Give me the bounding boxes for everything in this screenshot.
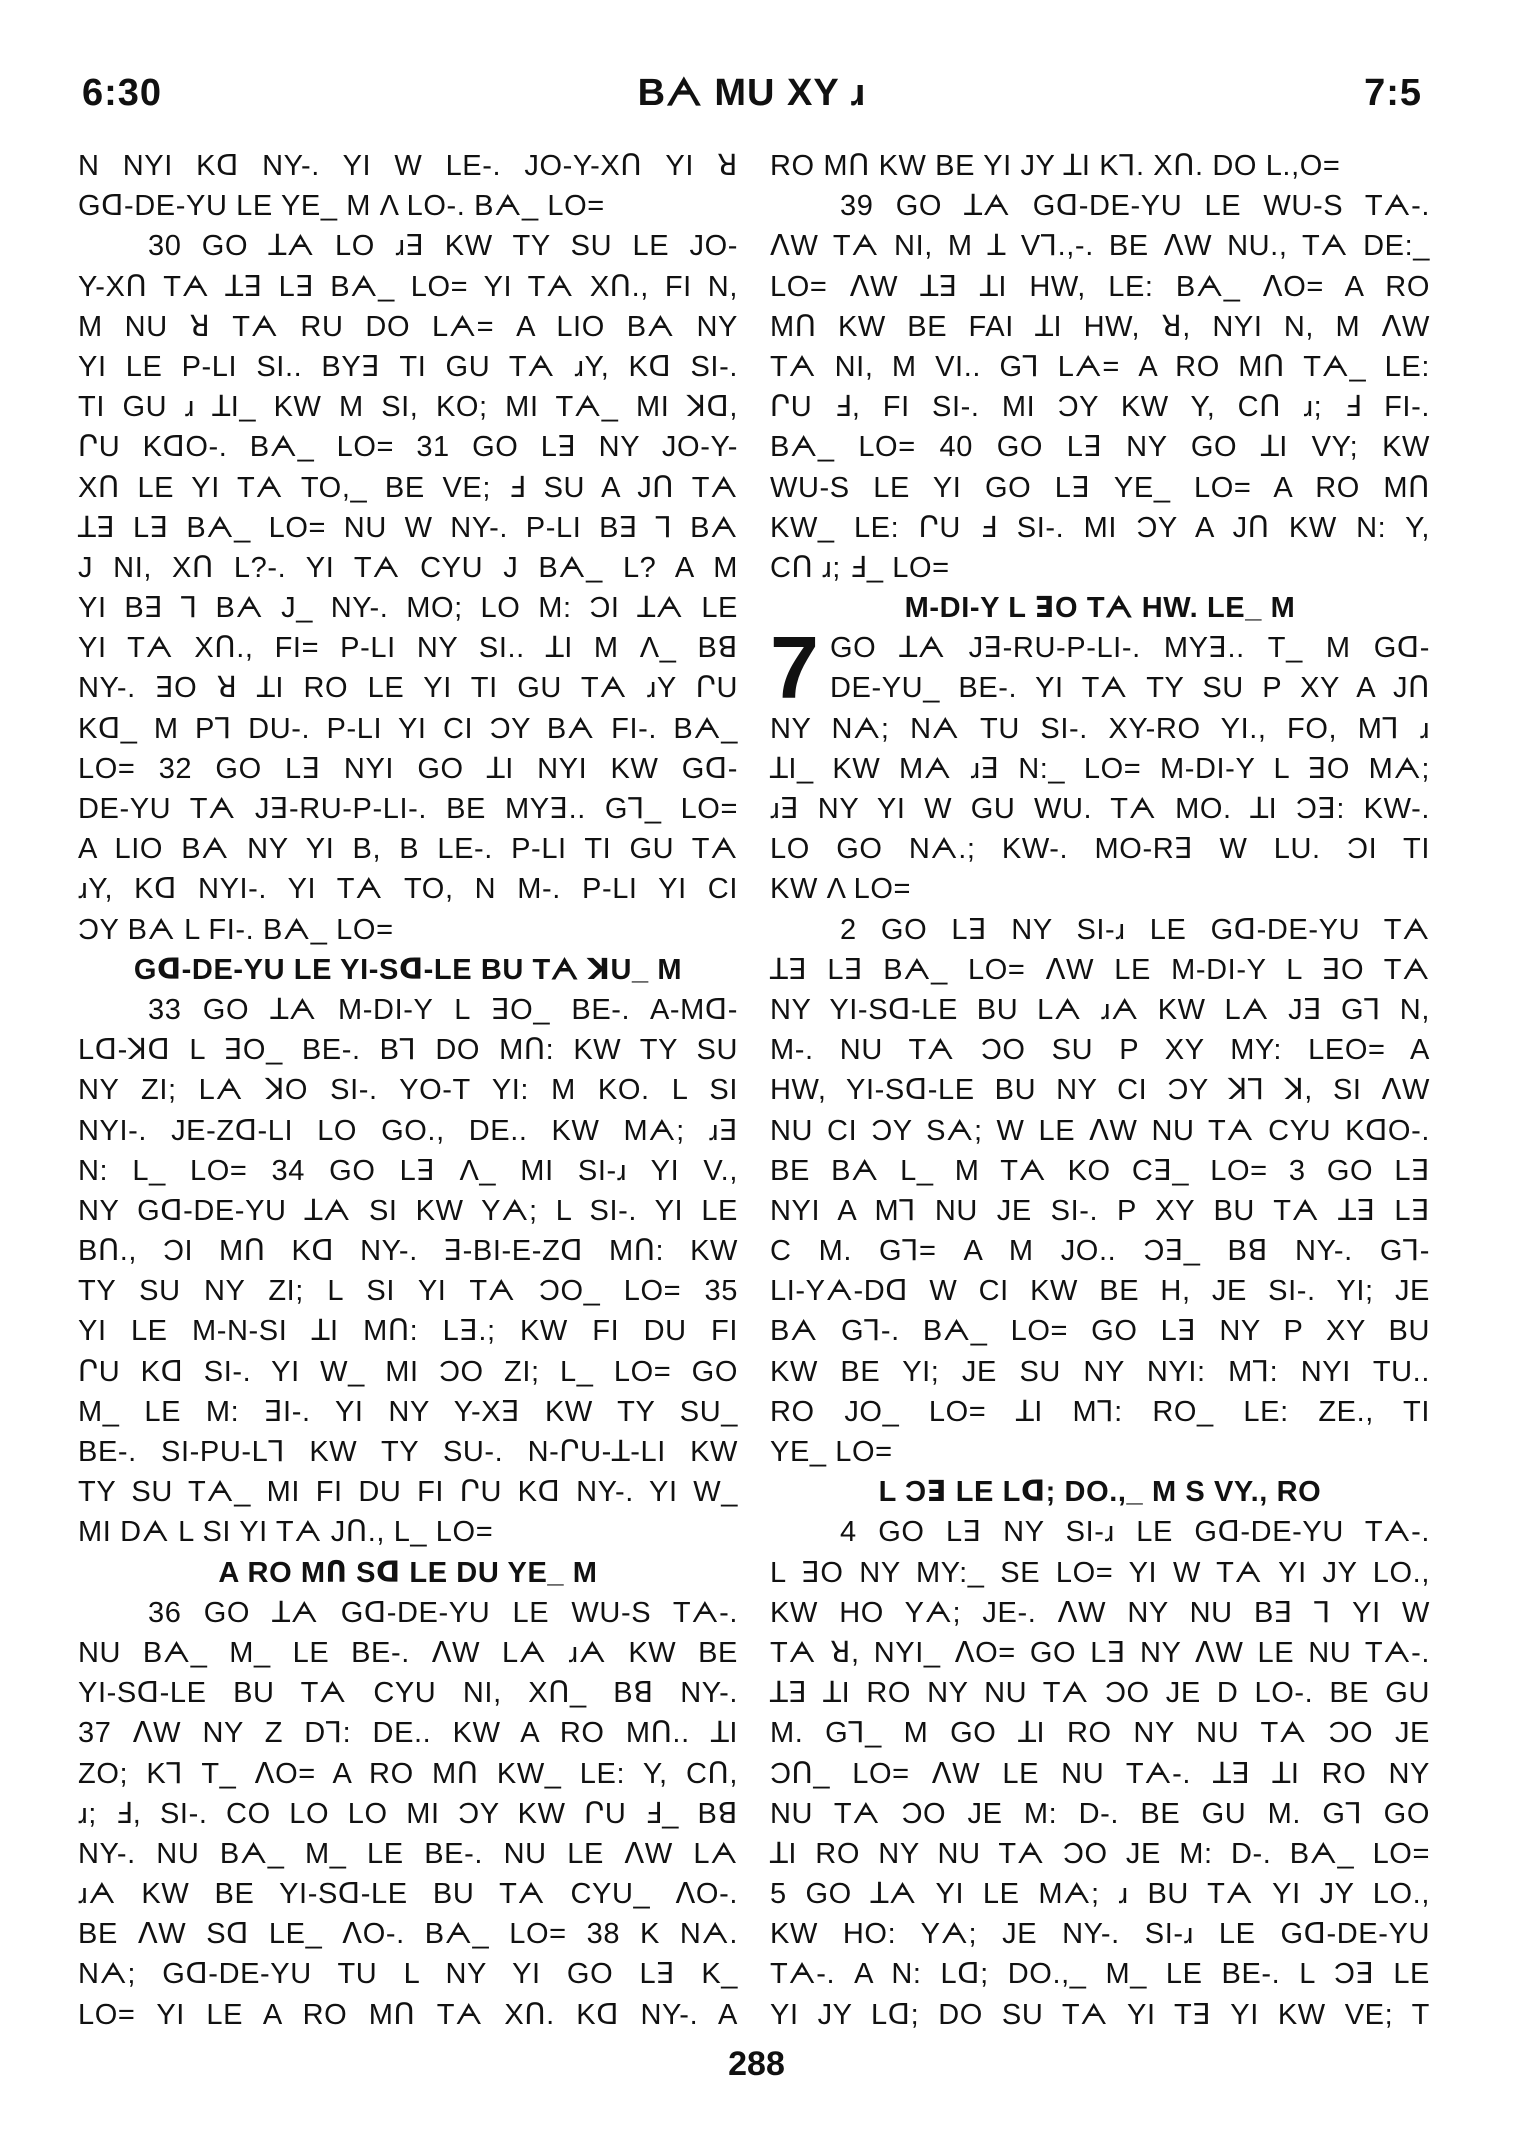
left-text-line: Nᗅ; Gᗡ-DE-YU TU L NY YI GO Lꓱ K_ — [78, 1958, 738, 1991]
left-text-line: 36 GO ꓕᗅ Gᗡ-DE-YU LE WU-S Tᗅ-. — [148, 1596, 738, 1629]
left-text-line: NY-. ꓱO ꓤ ꓕI RO LE YI TI GU Tᗅ ɹY ՐU — [78, 672, 738, 705]
right-text-line: ꓕI_ KW Mᗅ ɹꓱ N:_ LO= M-DI-Y L ꓱO Mᗅ; — [770, 752, 1430, 785]
right-text-line: Tᗅ-. A N: Lᗡ; DO.,_ M_ LE BE-. L Ɔꓱ LE — [770, 1958, 1430, 1991]
right-text-line: KW HO Yᗅ; JE-. ᐱW NY NU Bꓱ ꓶ YI W — [770, 1596, 1430, 1629]
right-text-line: Bᗅ Gꓶ-. Bᗅ_ LO= GO Lꓱ NY P XY BU — [770, 1315, 1430, 1348]
left-text-line: TI GU ɹ ꓕI_ KW M SI, KO; MI Tᗅ_ MI ꓘᗡ, — [78, 391, 738, 424]
left-text-line: NY-. NU Bᗅ_ M_ LE BE-. NU LE ᐱW Lᗅ — [78, 1837, 738, 1870]
right-text-line: ɹꓱ NY YI W GU WU. Tᗅ MO. ꓕI Ɔꓱ: KW-. — [770, 793, 1430, 825]
left-text-line: LO= YI LE A RO MՈ Tᗅ XՈ. Kᗡ NY-. A — [78, 1998, 738, 2031]
right-text-line: NY Nᗅ; Nᗅ TU SI-. XY-RO YI., FO, Mꓶ ɹ — [770, 712, 1430, 745]
left-text-line: N NYI Kᗡ NY-. YI W LE-. JO-Y-XՈ YI ꓤ — [78, 150, 738, 182]
right-text-line: NYI A Mꓶ NU JE SI-. P XY BU Tᗅ ꓕꓱ Lꓱ — [770, 1194, 1430, 1227]
right-text-line: 39 GO ꓕᗅ Gᗡ-DE-YU LE WU-S Tᗅ-. — [840, 190, 1430, 223]
right-text-line: NU Tᗅ ƆO JE M: D-. BE GU M. Gꓶ GO — [770, 1797, 1430, 1830]
right-text-line: BE Bᗅ L_ M Tᗅ KO Cꓱ_ LO= 3 GO Lꓱ — [770, 1154, 1430, 1187]
left-text-line: LO= 32 GO Lꓱ NYI GO ꓕI NYI KW Gᗡ- — [78, 752, 738, 785]
left-text-line: YI LE P-LI SI.. BYꓱ TI GU Tᗅ ɹY, Kᗡ SI-. — [78, 350, 738, 383]
section-heading: M-DI-Y L ꓱO Tᗅ HW. LE_ M — [904, 592, 1296, 625]
left-text-line: BE ᐱW Sᗡ LE_ ᐱO-. Bᗅ_ LO= 38 K Nᗅ. — [78, 1918, 738, 1951]
left-text-line: J NI, XՈ L?-. YI Tᗅ CYU J Bᗅ_ L? A M — [78, 551, 738, 584]
right-text-line: M-. NU Tᗅ ƆO SU P XY MY: LEO= A — [770, 1034, 1430, 1067]
left-text-line: YI LE M-N-SI ꓕI MՈ: Lꓱ.; KW FI DU FI — [78, 1315, 738, 1348]
right-text-line: Bᗅ_ LO= 40 GO Lꓱ NY GO ꓕI VY; KW — [770, 431, 1430, 464]
right-text-line: HW, YI-Sᗡ-LE BU NY CI ƆY ꓘꓶ ꓘ, SI ᐱW — [770, 1074, 1430, 1107]
header-chapter-verse-end: 7:5 — [1364, 72, 1422, 114]
left-text-line: M_ LE M: ꓱI-. YI NY Y-Xꓱ KW TY SU_ — [78, 1395, 738, 1428]
left-text-line: ɹᗅ KW BE YI-Sᗡ-LE BU Tᗅ CYU_ ᐱO-. — [78, 1878, 738, 1911]
right-text-column — [770, 146, 1430, 2035]
left-text-line: 37 ᐱW NY Z Dꓶ: DE.. KW A RO MՈ.. ꓕI — [78, 1717, 738, 1750]
right-text-line: 4 GO Lꓱ NY SI-ɹ LE Gᗡ-DE-YU Tᗅ-. — [840, 1516, 1430, 1549]
left-text-line: MI Dᗅ L SI YI Tᗅ JՈ., L_ LO= — [78, 1516, 494, 1549]
left-text-line: M NU ꓤ Tᗅ RU DO Lᗅ= A LIO Bᗅ NY — [78, 310, 738, 343]
right-text-line: NU CI ƆY Sᗅ; W LE ᐱW NU Tᗅ CYU KᗡO-. — [770, 1114, 1430, 1147]
left-text-line: ՐU Kᗡ SI-. YI W_ MI ƆO ZI; L_ LO= GO — [78, 1355, 738, 1388]
left-text-line: NYI-. JE-Zᗡ-LI LO GO., DE.. KW Mᗅ; ɹꓱ — [78, 1114, 738, 1147]
left-text-line: YI-Sᗡ-LE BU Tᗅ CYU NI, XՈ_ Bꓭ NY-. — [78, 1677, 738, 1710]
left-text-line: ՐU KᗡO-. Bᗅ_ LO= 31 GO Lꓱ NY JO-Y- — [78, 431, 738, 464]
right-text-line: ꓕꓱ ꓕI RO NY NU Tᗅ ƆO JE D LO-. BE GU — [770, 1677, 1430, 1710]
section-heading: A RO MՈ Sᗡ LE DU YE_ M — [218, 1556, 598, 1589]
left-text-line: Gᗡ-DE-YU LE YE_ M Λ LO-. Bᗅ_ LO= — [78, 190, 605, 223]
right-text-line: KW Λ LO= — [770, 873, 912, 906]
right-text-line: KW BE YI; JE SU NY NYI: Mꓶ: NYI TU.. — [770, 1355, 1430, 1388]
left-text-line: BE-. SI-PU-Lꓶ KW TY SU-. N-ՐU-ꓕ-LI KW — [78, 1436, 738, 1468]
section-heading: Gᗡ-DE-YU LE YI-Sᗡ-LE BU Tᗅ ꓘU_ M — [133, 953, 683, 986]
right-text-line: RO JO_ LO= ꓕI Mꓶ: RO_ LE: ZE., TI — [770, 1395, 1430, 1428]
left-text-line: ɹ; Ⅎ, SI-. CO LO LO MI ƆY KW ՐU Ⅎ_ Bꓭ — [78, 1797, 738, 1830]
right-text-line: LO= ᐱW ꓕꓱ ꓕI HW, LE: Bᗅ_ ᐱO= A RO — [770, 270, 1430, 303]
right-text-line: YE_ LO= — [770, 1436, 893, 1468]
right-text-line: LI-Yᗅ-Dᗡ W CI KW BE H, JE SI-. YI; JE — [770, 1275, 1430, 1308]
left-text-line: 33 GO ꓕᗅ M-DI-Y L ꓱO_ BE-. A-Mᗡ- — [148, 993, 738, 1026]
right-text-line: Tᗅ NI, M VI.. Gꓶ Lᗅ= A RO MՈ Tᗅ_ LE: — [770, 350, 1430, 383]
right-text-line: DE-YU_ BE-. YI Tᗅ TY SU P XY A JՈ — [830, 672, 1430, 705]
right-text-line: YI JY Lᗡ; DO SU Tᗅ YI Tꓱ YI KW VE; T — [770, 1998, 1430, 2031]
left-text-line: XՈ LE YI Tᗅ TO,_ BE VE; Ⅎ SU A JՈ Tᗅ — [78, 471, 738, 504]
chapter-number-dropcap: 7 — [770, 618, 820, 718]
left-text-line: BՈ., ƆI MՈ Kᗡ NY-. ꓱ-BI-E-Zᗡ MՈ: KW — [78, 1235, 738, 1268]
left-text-column — [78, 146, 738, 2035]
left-text-line: NU Bᗅ_ M_ LE BE-. ᐱW Lᗅ ɹᗅ KW BE — [78, 1636, 738, 1669]
right-text-line: ꓕI RO NY NU Tᗅ ƆO JE M: D-. Bᗅ_ LO= — [770, 1837, 1430, 1870]
left-text-line: A LIO Bᗅ NY YI B, B LE-. P-LI TI GU Tᗅ — [78, 833, 738, 866]
header-chapter-verse-start: 6:30 — [82, 72, 163, 114]
right-text-line: 2 GO Lꓱ NY SI-ɹ LE Gᗡ-DE-YU Tᗅ — [840, 913, 1430, 946]
left-text-line: YI Tᗅ XՈ., FI= P-LI NY SI.. ꓕI M Λ_ Bꓭ — [78, 632, 738, 665]
left-text-line: Kᗡ_ M Pꓶ DU-. P-LI YI CI ƆY Bᗅ FI-. Bᗅ_ — [78, 712, 738, 745]
left-text-line: NY ZI; Lᗅ ꓘO SI-. YO-T YI: M KO. L SI — [78, 1074, 738, 1107]
right-text-line: WU-S LE YI GO Lꓱ YE_ LO= A RO MՈ — [770, 471, 1430, 504]
left-text-line: Y-XՈ Tᗅ ꓕꓱ Lꓱ Bᗅ_ LO= YI Tᗅ XՈ., FI N, — [78, 270, 738, 303]
right-text-line: C M. Gꓶ= A M JO.. Ɔꓱ_ Bꓭ NY-. Gꓶ- — [770, 1235, 1430, 1268]
right-text-line: M. Gꓶ_ M GO ꓕI RO NY NU Tᗅ ƆO JE — [770, 1717, 1430, 1750]
right-text-line: L ꓱO NY MY:_ SE LO= YI W Tᗅ YI JY LO., — [770, 1556, 1430, 1589]
right-text-line: KW_ LE: ՐU Ⅎ SI-. MI ƆY A JՈ KW N: Y, — [770, 511, 1430, 544]
right-text-line: ᐱW Tᗅ NI, M ꓕ Vꓶ.,-. BE ᐱW NU., Tᗅ DE:_ — [770, 230, 1430, 263]
left-text-line: ZO; Kꓶ T_ ᐱO= A RO MՈ KW_ LE: Y, CՈ, — [78, 1757, 738, 1790]
left-text-line: 30 GO ꓕᗅ LO ɹꓱ KW TY SU LE JO- — [148, 230, 738, 263]
right-text-line: NY YI-Sᗡ-LE BU Lᗅ ɹᗅ KW Lᗅ Jꓱ Gꓶ N, — [770, 993, 1431, 1026]
right-text-line: ƆՈ_ LO= ᐱW LE NU Tᗅ-. ꓕꓱ ꓕI RO NY — [770, 1757, 1430, 1790]
left-text-line: ɹY, Kᗡ NYI-. YI Tᗅ TO, N M-. P-LI YI CI — [78, 873, 738, 906]
left-text-line: ꓕꓱ Lꓱ Bᗅ_ LO= NU W NY-. P-LI Bꓱ ꓶ Bᗅ — [78, 511, 738, 544]
right-text-line: GO ꓕᗅ Jꓱ-RU-P-LI-. MYꓱ.. T_ M Gᗡ- — [830, 632, 1430, 665]
left-text-line: TY SU Tᗅ_ MI FI DU FI ՐU Kᗡ NY-. YI W_ — [78, 1476, 738, 1509]
right-text-line: MՈ KW BE FAI ꓕI HW, ꓤ, NYI N, M ᐱW — [770, 310, 1430, 343]
running-header — [82, 72, 1422, 120]
left-text-line: NY Gᗡ-DE-YU ꓕᗅ SI KW Yᗅ; L SI-. YI LE — [78, 1194, 738, 1227]
header-book-title: Bᗅ MU XY ɹ — [637, 72, 867, 114]
section-heading: L Ɔꓱ LE Lᗡ; DO.,_ M S VY., RO — [878, 1476, 1322, 1509]
left-text-line: N: L_ LO= 34 GO Lꓱ Λ_ MI SI-ɹ YI V., — [78, 1154, 738, 1187]
right-text-line: ՐU Ⅎ, FI SI-. MI ƆY KW Y, CՈ ɹ; Ⅎ FI-. — [770, 391, 1430, 424]
right-text-line: LO GO Nᗅ.; KW-. MO-Rꓱ W LU. ƆI TI — [770, 833, 1430, 866]
right-text-line: KW HO: Yᗅ; JE NY-. SI-ɹ LE Gᗡ-DE-YU — [770, 1918, 1430, 1951]
right-text-line: CՈ ɹ; Ⅎ_ LO= — [770, 551, 950, 584]
page-number: 288 — [728, 2045, 785, 2083]
right-text-line: Tᗅ ꓤ, NYI_ ᐱO= GO Lꓱ NY ᐱW LE NU Tᗅ-. — [770, 1636, 1430, 1669]
right-text-line: ꓕꓱ Lꓱ Bᗅ_ LO= ᐱW LE M-DI-Y L ꓱO Tᗅ — [770, 953, 1430, 986]
left-text-line: Lᗡ-ꓘᗡ L ꓱO_ BE-. Bꓶ DO MՈ: KW TY SU — [78, 1034, 738, 1067]
left-text-line: TY SU NY ZI; L SI YI Tᗅ ƆO_ LO= 35 — [78, 1275, 738, 1308]
right-text-line: 5 GO ꓕᗅ YI LE Mᗅ; ɹ BU Tᗅ YI JY LO., — [770, 1878, 1430, 1911]
left-text-line: DE-YU Tᗅ Jꓱ-RU-P-LI-. BE MYꓱ.. Gꓶ_ LO= — [78, 793, 738, 825]
left-text-line: ƆY Bᗅ L FI-. Bᗅ_ LO= — [78, 913, 394, 946]
left-text-line: YI Bꓱ ꓶ Bᗅ J_ NY-. MO; LO M: ƆI ꓕᗅ LE — [78, 592, 738, 625]
right-text-line: RO MՈ KW BE YI JY ꓕI Kꓶ. XՈ. DO L.,O= — [770, 150, 1341, 182]
